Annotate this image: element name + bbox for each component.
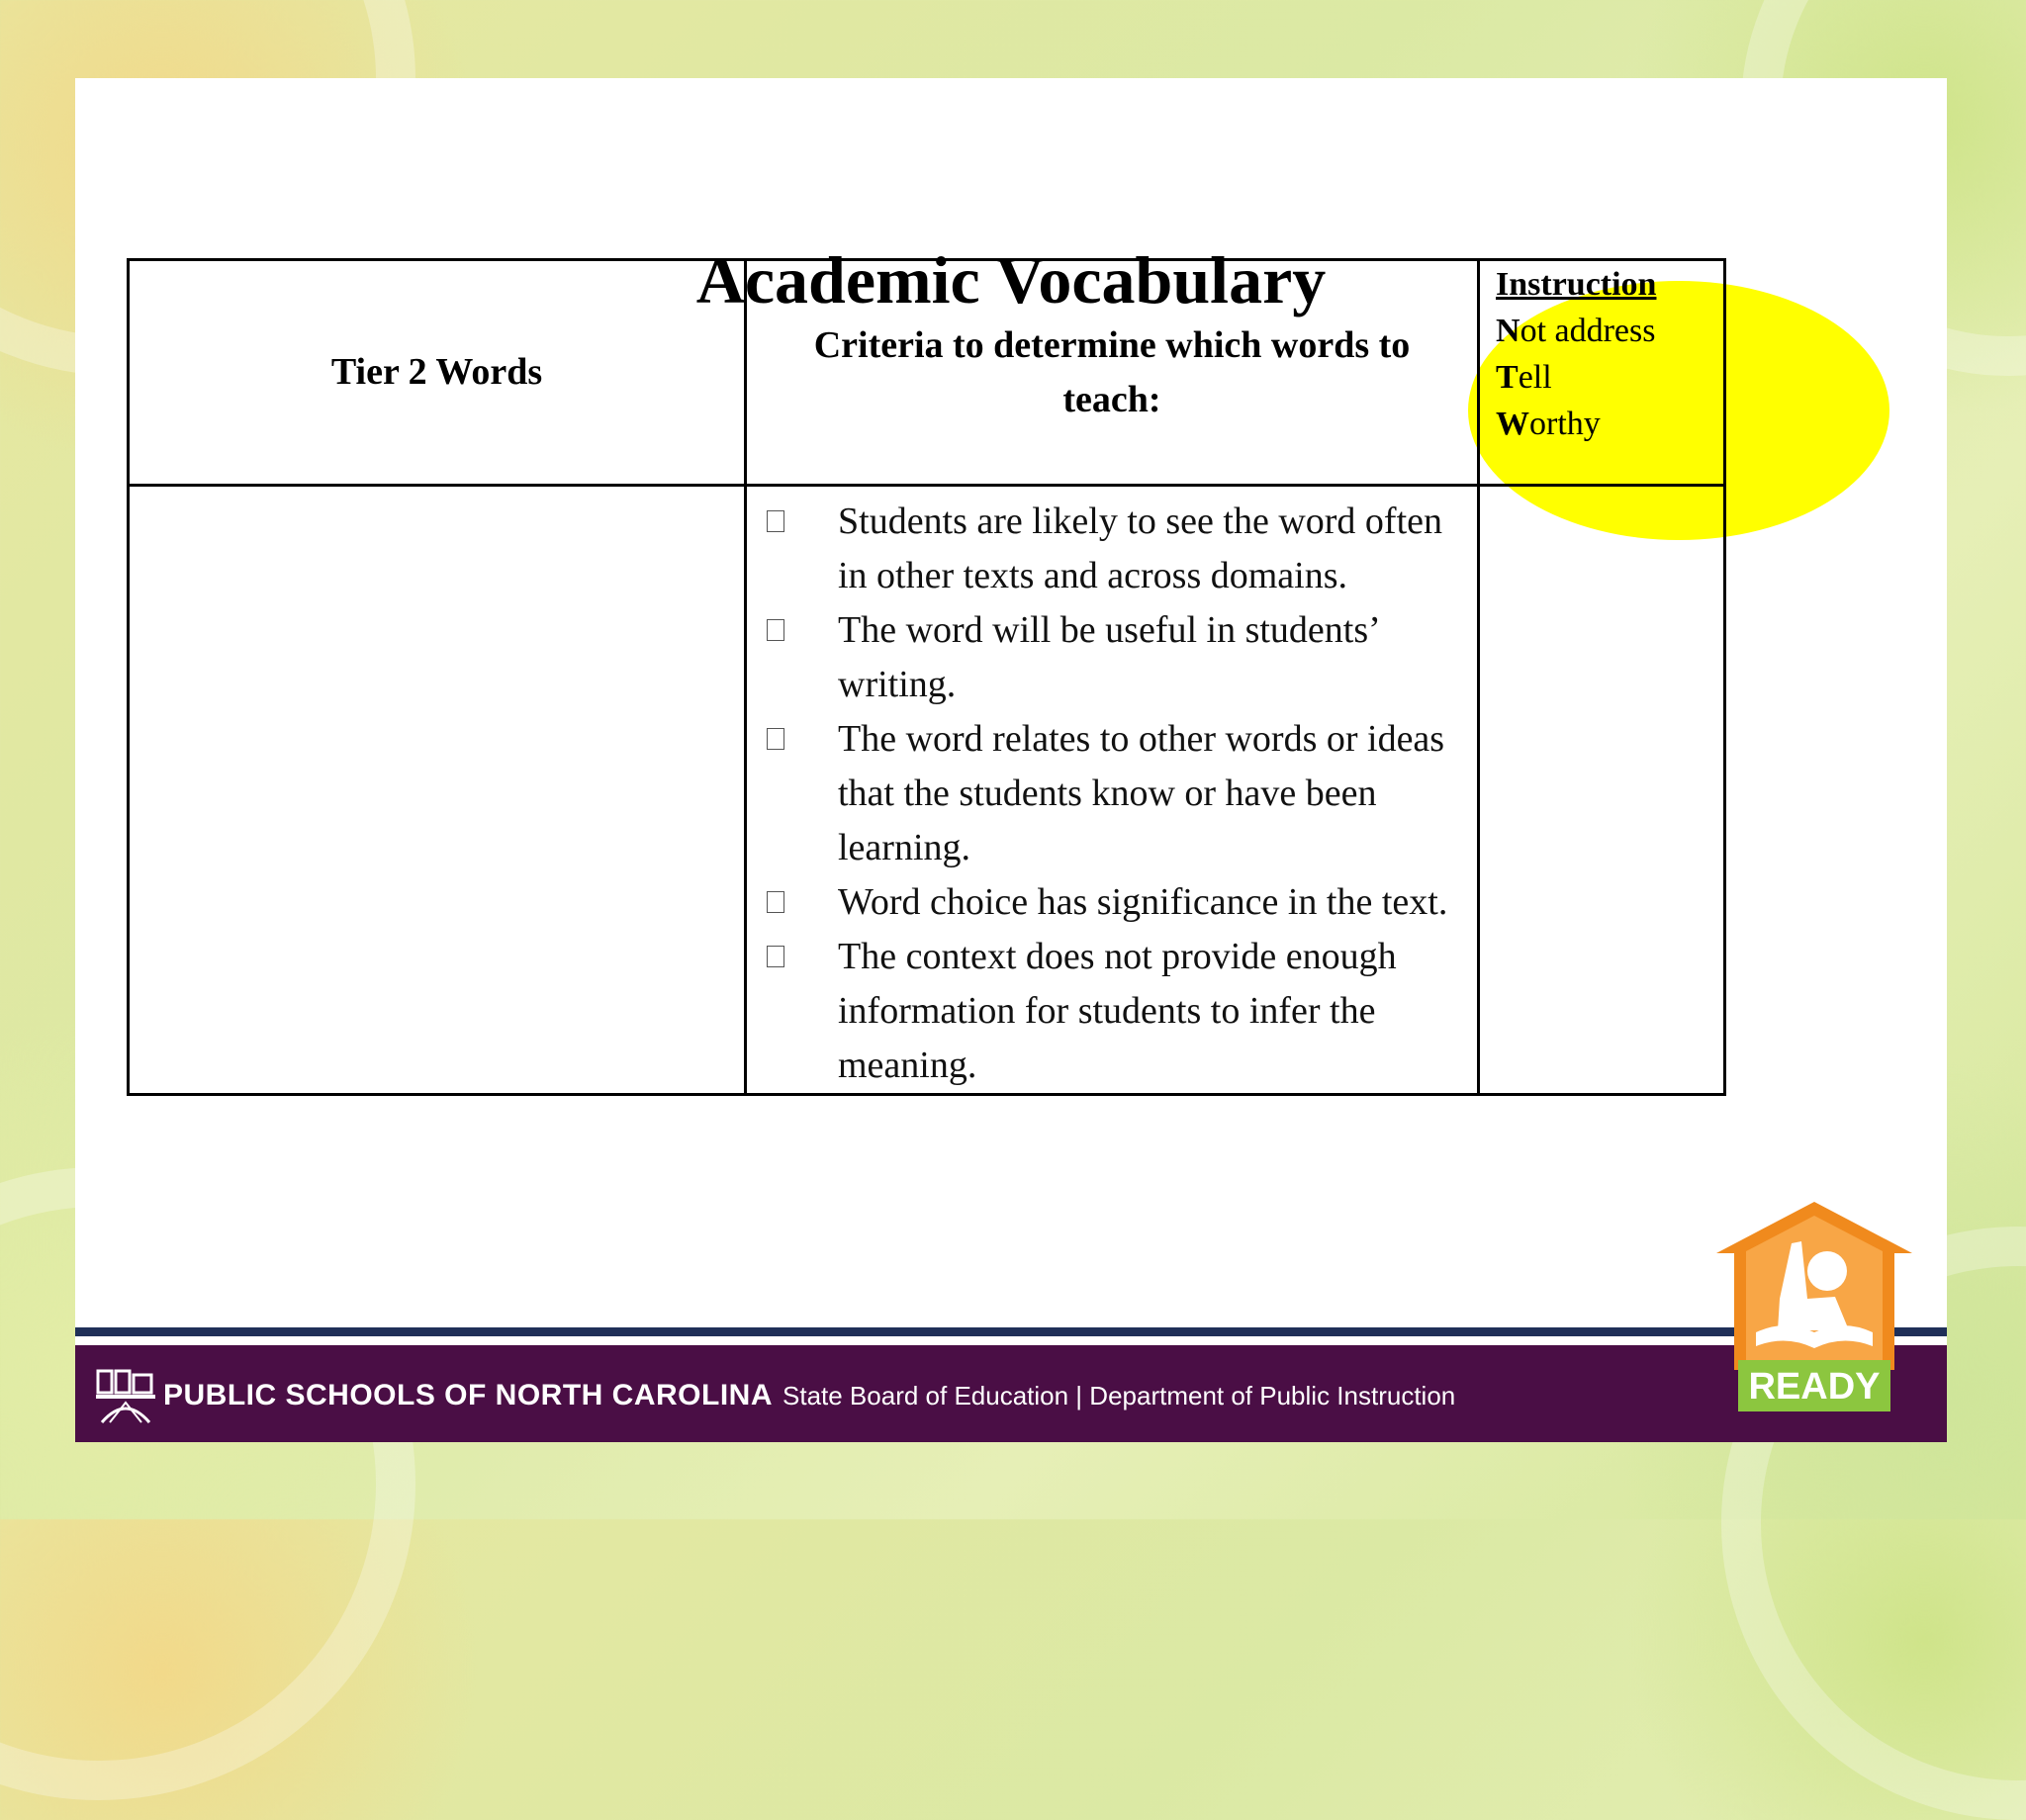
criteria-header-cell <box>746 260 1479 486</box>
ready-logo-text: READY <box>1748 1366 1881 1408</box>
ready-logo-icon <box>1716 1202 1912 1411</box>
criteria-item <box>747 930 1463 1093</box>
tier2-header: Tier 2 Words <box>330 351 543 393</box>
instruction-cell[interactable] <box>1479 486 1725 1095</box>
criteria-item <box>747 875 1463 930</box>
criteria-item <box>747 712 1463 875</box>
criteria-text: The context does not provide enough information for students to infer the meaning. <box>838 936 1397 1086</box>
acronym-header-cell <box>1479 260 1725 486</box>
criteria-header: Criteria to determine which words to teach: <box>813 323 1411 420</box>
criteria-list-cell <box>746 486 1479 1095</box>
checkbox-icon[interactable] <box>767 946 784 967</box>
footer-text <box>163 1379 1455 1412</box>
checkbox-icon[interactable] <box>767 728 784 750</box>
nc-seal-icon <box>96 1367 155 1424</box>
tier2-words-cell[interactable] <box>129 486 746 1095</box>
tier2-header-cell <box>129 260 746 486</box>
checkbox-icon[interactable] <box>767 619 784 641</box>
criteria-text: Word choice has significance in the text. <box>838 881 1448 923</box>
acronym-heading: Instruction <box>1496 266 1657 303</box>
criteria-item <box>747 603 1463 712</box>
acronym-rest: ot address <box>1520 313 1656 349</box>
acronym-letter: N <box>1496 313 1520 349</box>
acronym-letter: W <box>1496 406 1529 442</box>
footer-rule-gap <box>75 1336 1947 1342</box>
acronym-letter: T <box>1496 359 1519 396</box>
acronym-list <box>1496 261 1656 447</box>
criteria-text: The word relates to other words or ideas that the students know or have been learning. <box>838 718 1445 868</box>
criteria-item <box>747 495 1463 603</box>
slide-title: Academic Vocabulary <box>695 242 1327 318</box>
table-header-row <box>129 260 1725 486</box>
footer-org-name: PUBLIC SCHOOLS OF NORTH CAROLINA <box>163 1379 773 1411</box>
criteria-text: The word will be useful in students’ writing. <box>838 609 1378 705</box>
acronym-item <box>1496 308 1656 354</box>
acronym-rest: orthy <box>1529 406 1601 442</box>
acronym-item <box>1496 401 1656 447</box>
criteria-list <box>747 487 1477 1093</box>
checkbox-icon[interactable] <box>767 510 784 532</box>
table-body-row <box>129 486 1725 1095</box>
footer-rule <box>75 1327 1947 1336</box>
vocabulary-criteria-table <box>127 258 1726 1096</box>
acronym-item <box>1496 354 1656 401</box>
acronym-rest: ell <box>1518 359 1552 396</box>
criteria-text: Students are likely to see the word often in other texts and across domains. <box>838 500 1443 596</box>
footer-department: State Board of Education | Department of Public Instruction <box>783 1381 1456 1410</box>
checkbox-icon[interactable] <box>767 891 784 913</box>
